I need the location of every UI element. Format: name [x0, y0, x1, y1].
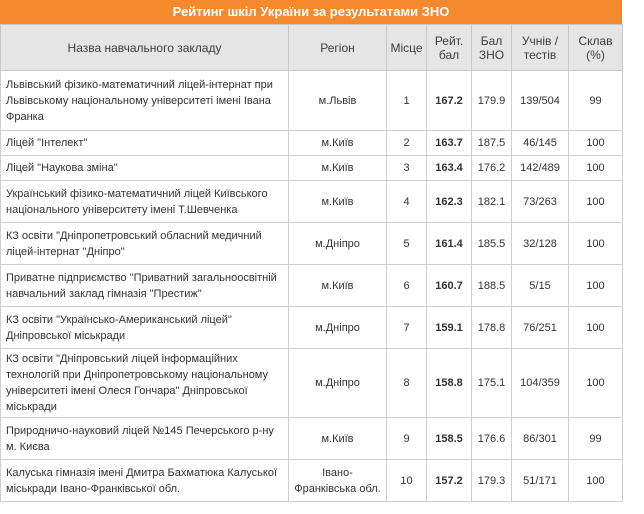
school-composition: 100 — [569, 460, 623, 502]
school-place: 5 — [387, 223, 427, 265]
school-name: КЗ освіти "Українсько-Американський ліцей" Дніпровської міськради — [1, 307, 289, 349]
school-composition: 99 — [569, 418, 623, 460]
school-zno: 179.3 — [472, 460, 512, 502]
header-region[interactable]: Регіон — [289, 25, 387, 71]
school-composition: 100 — [569, 349, 623, 418]
table-row — [1, 131, 623, 156]
school-place: 8 — [387, 349, 427, 418]
school-students: 76/251 — [512, 307, 569, 349]
school-name: Український фізико-математичний ліцей Київського національного університету імені Т.Шевченка — [1, 181, 289, 223]
school-rating: 160.7 — [427, 265, 472, 307]
header-place[interactable]: Місце — [387, 25, 427, 71]
header-name[interactable]: Назва навчального закладу — [1, 25, 289, 71]
school-rating: 159.1 — [427, 307, 472, 349]
school-region: м.Київ — [289, 181, 387, 223]
school-zno: 188.5 — [472, 265, 512, 307]
table-row — [1, 223, 623, 265]
rating-table — [0, 24, 623, 502]
header-students[interactable]: Учнів / тестів — [512, 25, 569, 71]
school-region: м.Львів — [289, 71, 387, 131]
school-composition: 100 — [569, 156, 623, 181]
school-rating: 162.3 — [427, 181, 472, 223]
school-place: 6 — [387, 265, 427, 307]
school-region: м.Дніпро — [289, 223, 387, 265]
school-name: Приватне підприємство "Приватний загальноосвітній навчальний заклад гімназія "Престиж" — [1, 265, 289, 307]
table-row — [1, 418, 623, 460]
school-place: 2 — [387, 131, 427, 156]
header-zno[interactable]: Бал ЗНО — [472, 25, 512, 71]
school-zno: 185.5 — [472, 223, 512, 265]
school-place: 1 — [387, 71, 427, 131]
school-rating: 161.4 — [427, 223, 472, 265]
school-name: Ліцей "Інтелект" — [1, 131, 289, 156]
school-region: м.Київ — [289, 265, 387, 307]
school-composition: 100 — [569, 307, 623, 349]
school-name: Львівський фізико-математичний ліцей-інтернат при Львівському національному університеті імені Івана Франка — [1, 71, 289, 131]
header-composition[interactable]: Склав (%) — [569, 25, 623, 71]
school-rating: 158.5 — [427, 418, 472, 460]
school-zno: 175.1 — [472, 349, 512, 418]
school-place: 9 — [387, 418, 427, 460]
school-place: 10 — [387, 460, 427, 502]
school-region: Івано-Франківська обл. — [289, 460, 387, 502]
school-region: м.Київ — [289, 156, 387, 181]
school-composition: 100 — [569, 131, 623, 156]
school-rating: 163.4 — [427, 156, 472, 181]
school-composition: 100 — [569, 265, 623, 307]
school-name: Калуська гімназія імені Дмитра Бахматюка Калуської міськради Івано-Франківської обл. — [1, 460, 289, 502]
school-region: м.Дніпро — [289, 307, 387, 349]
school-place: 3 — [387, 156, 427, 181]
school-rating: 163.7 — [427, 131, 472, 156]
school-place: 7 — [387, 307, 427, 349]
school-name: Природничо-науковий ліцей №145 Печерського р-ну м. Києва — [1, 418, 289, 460]
table-row — [1, 156, 623, 181]
school-rating: 167.2 — [427, 71, 472, 131]
school-rating: 158.8 — [427, 349, 472, 418]
school-place: 4 — [387, 181, 427, 223]
school-students: 5/15 — [512, 265, 569, 307]
school-region: м.Київ — [289, 131, 387, 156]
table-row — [1, 265, 623, 307]
school-region: м.Київ — [289, 418, 387, 460]
school-composition: 100 — [569, 181, 623, 223]
school-name: КЗ освіти "Дніпропетровський обласний медичний ліцей-інтернат "Дніпро" — [1, 223, 289, 265]
table-header-row — [1, 25, 623, 71]
header-rating[interactable]: Рейт. бал — [427, 25, 472, 71]
school-students: 104/359 — [512, 349, 569, 418]
school-region: м.Дніпро — [289, 349, 387, 418]
table-row — [1, 460, 623, 502]
table-row — [1, 349, 623, 418]
school-students: 142/489 — [512, 156, 569, 181]
school-composition: 99 — [569, 71, 623, 131]
table-row — [1, 181, 623, 223]
school-rating: 157.2 — [427, 460, 472, 502]
school-zno: 179.9 — [472, 71, 512, 131]
school-zno: 176.6 — [472, 418, 512, 460]
school-zno: 182.1 — [472, 181, 512, 223]
school-zno: 187.5 — [472, 131, 512, 156]
school-students: 139/504 — [512, 71, 569, 131]
school-students: 32/128 — [512, 223, 569, 265]
school-composition: 100 — [569, 223, 623, 265]
school-zno: 178.8 — [472, 307, 512, 349]
school-students: 73/263 — [512, 181, 569, 223]
school-students: 51/171 — [512, 460, 569, 502]
school-students: 86/301 — [512, 418, 569, 460]
table-row — [1, 307, 623, 349]
table-title: Рейтинг шкіл України за результатами ЗНО — [0, 0, 622, 24]
school-name: Ліцей "Наукова зміна" — [1, 156, 289, 181]
school-students: 46/145 — [512, 131, 569, 156]
school-name: КЗ освіти "Дніпровський ліцей інформаційних технологій при Дніпропетровському національному університеті імені Олеся Гончара" Дніпровської міськради — [1, 349, 289, 418]
school-zno: 176.2 — [472, 156, 512, 181]
table-row — [1, 71, 623, 131]
